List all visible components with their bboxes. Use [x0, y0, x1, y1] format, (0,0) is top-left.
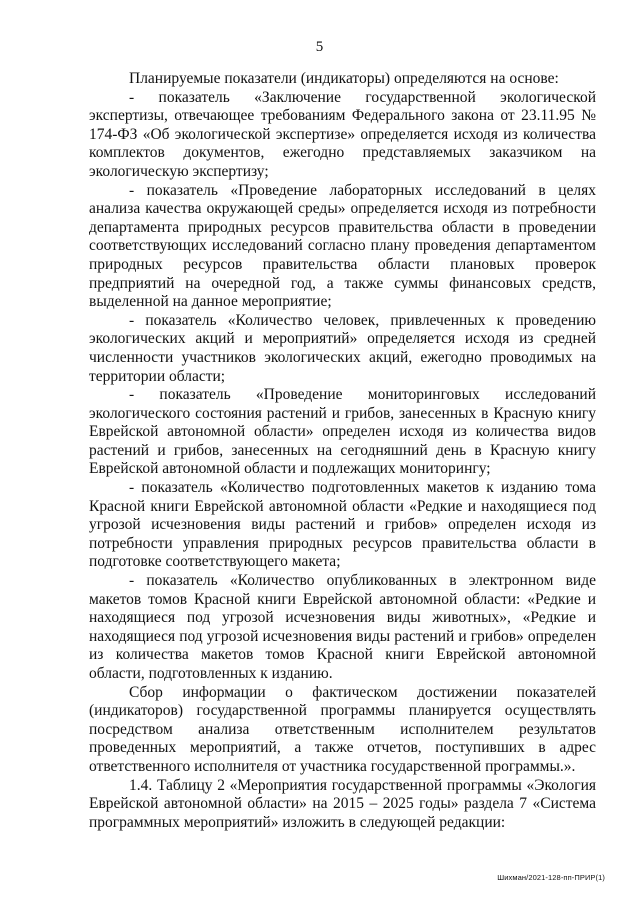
footer-reference: Шихман/2021-128-пп-ПРИР(1)	[497, 873, 605, 882]
paragraph-expertise: - показатель «Заключение государственной экологической экспертизы, отвечающее требованиям Федерального закона от 23.11.95 № 174-ФЗ «Об экологической экспертизе» определяется исходя из количества комплектов документов, ежегодно представляемых заказчиком на экологическую экспертизу;	[89, 88, 596, 180]
paragraph-monitoring: - показатель «Проведение мониторинговых исследований экологического состояния растений и грибов, занесенных в Красную книгу Еврейской автономной области» определен исходя из количества видов растений и грибов, занесенных на сегодняшний день в Красную книгу Еврейской автономной области и подлежащих мониторингу;	[89, 386, 596, 478]
page-number: 5	[315, 39, 324, 55]
paragraph-layouts-prepared: - показатель «Количество подготовленных макетов к изданию тома Красной книги Еврейской автономной области «Редкие и находящиеся под угрозой исчезновения виды растений и грибов» определен исходя из потребности управления природных ресурсов правительства области в подготовке соответствующего макета;	[89, 479, 596, 571]
paragraph-layouts-published: - показатель «Количество опубликованных в электронном виде макетов томов Красной книги Еврейской автономной области: «Редкие и находящиеся под угрозой исчезновения виды животных», «Редкие и находящиеся под угрозой исчезновения виды растений и грибов» определен из количества макетов томов Красной книги Еврейской автономной области, подготовленных к изданию.	[89, 572, 596, 682]
paragraph-intro: Планируемые показатели (индикаторы) определяются на основе:	[129, 70, 559, 87]
paragraph-data-collection: Сбор информации о фактическом достижении показателей (индикаторов) государственной программы планируется осуществлять посредством анализа ответственным исполнителем результатов проведенных мероприятий, а также отчетов, поступивших в адрес ответственного исполнителя от участника государственной программы.».	[89, 683, 596, 775]
paragraph-lab-research: - показатель «Проведение лабораторных исследований в целях анализа качества окружающей среды» определяется исходя из потребности департамента природных ресурсов правительства области в проведении соответствующих исследований согласно плану проведения департаментом природных ресурсов правительства области плановых проверок предприятий на очередной год, а также суммы финансовых средств, выделенной на данное мероприятие;	[89, 181, 596, 311]
document-body	[89, 70, 596, 832]
paragraph-table-2: 1.4. Таблицу 2 «Мероприятия государственной программы «Экология Еврейской автономной области» на 2015 – 2025 годы» раздела 7 «Система программных мероприятий» изложить в следующей редакции:	[89, 776, 596, 831]
paragraph-eco-actions: - показатель «Количество человек, привлеченных к проведению экологических акций и мероприятий» определяется исходя из средней численности участников экологических акций, ежегодно проводимых на территории области;	[89, 311, 596, 385]
